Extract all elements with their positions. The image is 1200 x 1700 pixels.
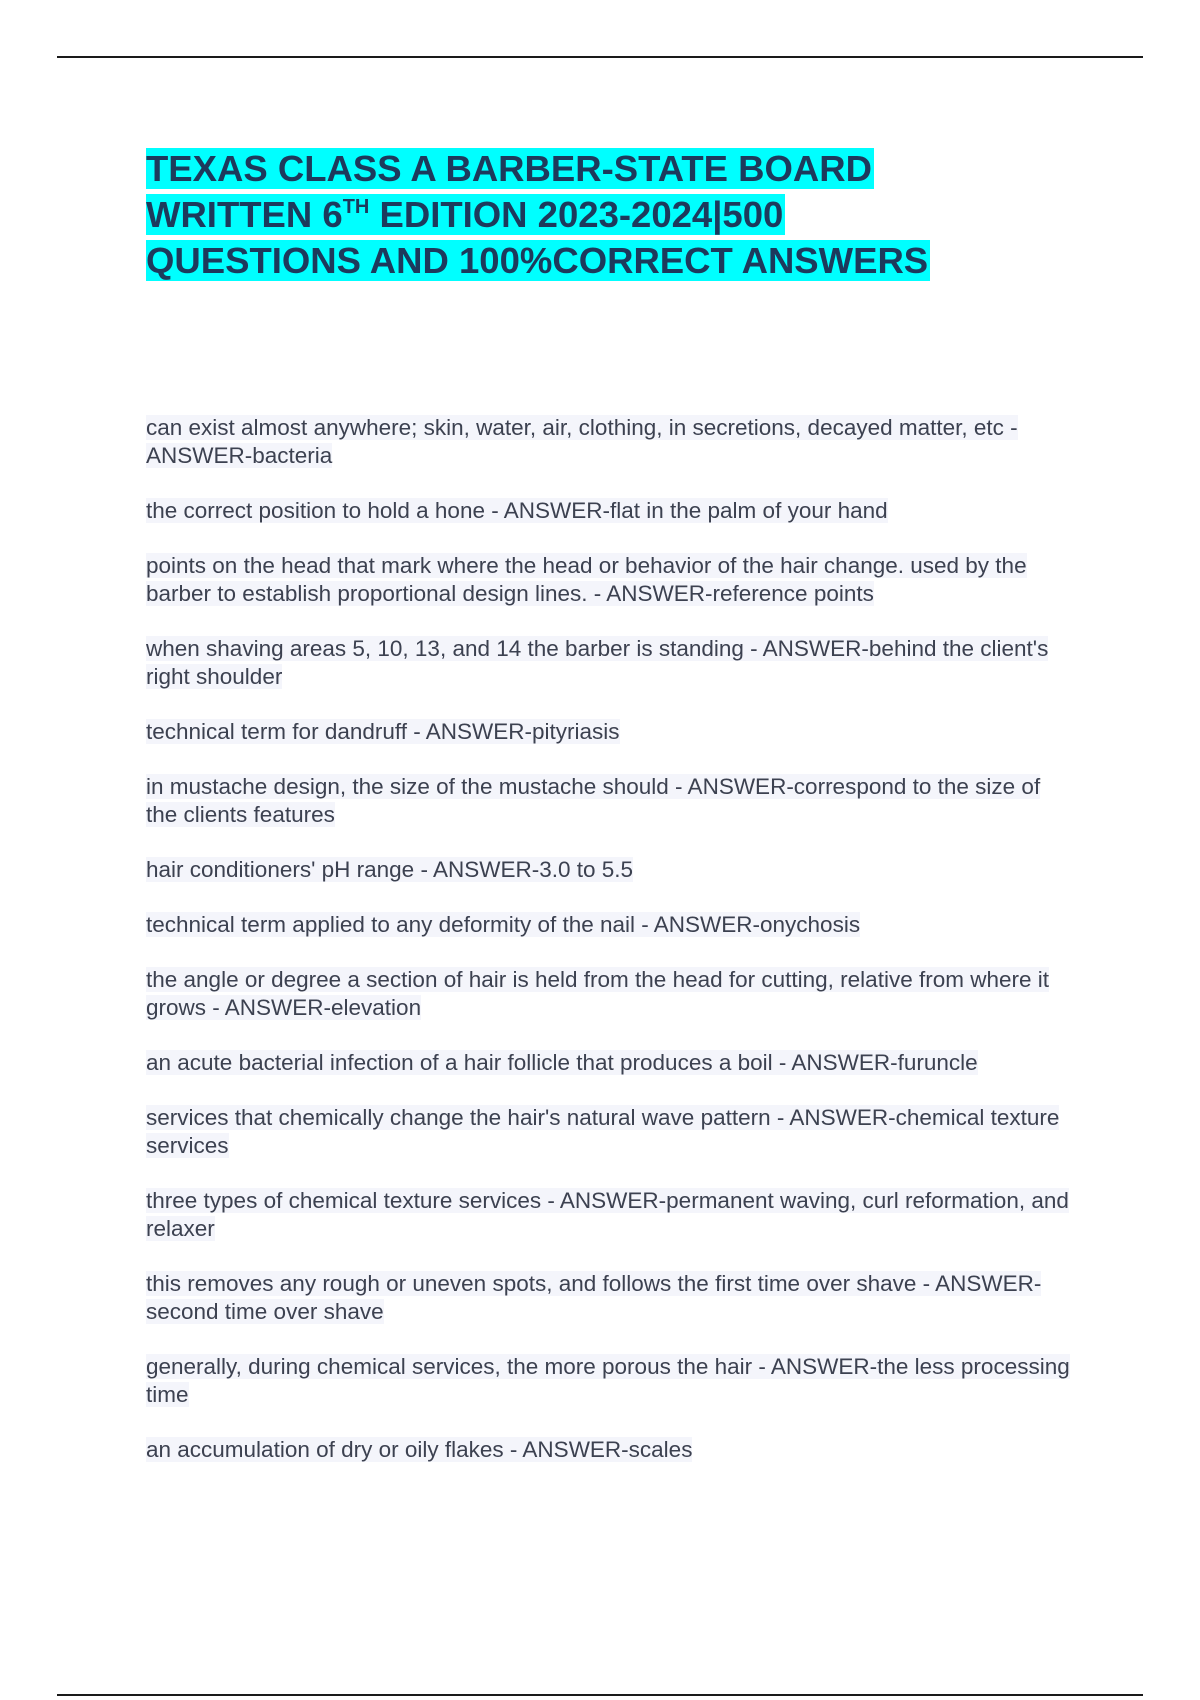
- qa-item: [146, 1270, 1076, 1326]
- title-superscript: TH: [342, 196, 370, 218]
- question-answer-list: [146, 414, 1076, 1491]
- qa-item-text: points on the head that mark where the head or behavior of the hair change. used by the barber to establish proportional design lines. - ANSWER-reference points: [146, 553, 1027, 606]
- title-line-2: [146, 194, 785, 235]
- qa-item-text: hair conditioners' pH range - ANSWER-3.0 to 5.5: [146, 857, 634, 882]
- qa-item-text: can exist almost anywhere; skin, water, air, clothing, in secretions, decayed matter, etc - ANSWER-bacteria: [146, 415, 1018, 468]
- qa-item: [146, 966, 1076, 1022]
- qa-item: [146, 497, 1076, 525]
- title-line-2-start: WRITTEN 6: [146, 194, 343, 235]
- qa-item: [146, 1104, 1076, 1160]
- header-rule: [57, 56, 1143, 58]
- qa-item-text: technical term for dandruff - ANSWER-pityriasis: [146, 719, 620, 744]
- qa-item: [146, 1187, 1076, 1243]
- title-line-1: TEXAS CLASS A BARBER-STATE BOARD: [146, 148, 872, 189]
- qa-item: [146, 1049, 1076, 1077]
- footer-rule: [57, 1694, 1143, 1696]
- document-title: [146, 146, 1076, 284]
- qa-item: [146, 414, 1076, 470]
- qa-item-text: technical term applied to any deformity of the nail - ANSWER-onychosis: [146, 912, 861, 937]
- title-line-2-end: EDITION 2023-2024|500: [369, 194, 784, 235]
- qa-item-text: services that chemically change the hair's natural wave pattern - ANSWER-chemical texture services: [146, 1105, 1060, 1158]
- qa-item: [146, 1436, 1076, 1464]
- qa-item-text: an accumulation of dry or oily flakes - ANSWER-scales: [146, 1437, 693, 1462]
- qa-item: [146, 635, 1076, 691]
- qa-item: [146, 773, 1076, 829]
- qa-item: [146, 856, 1076, 884]
- qa-item-text: an acute bacterial infection of a hair follicle that produces a boil - ANSWER-furuncle: [146, 1050, 978, 1075]
- title-line-3: QUESTIONS AND 100%CORRECT ANSWERS: [146, 240, 929, 281]
- qa-item-text: the correct position to hold a hone - ANSWER-flat in the palm of your hand: [146, 498, 888, 523]
- qa-item-text: in mustache design, the size of the mustache should - ANSWER-correspond to the size of the clients features: [146, 774, 1041, 827]
- qa-item: [146, 911, 1076, 939]
- qa-item-text: the angle or degree a section of hair is held from the head for cutting, relative from where it grows - ANSWER-elevation: [146, 967, 1049, 1020]
- qa-item-text: when shaving areas 5, 10, 13, and 14 the barber is standing - ANSWER-behind the client's right shoulder: [146, 636, 1049, 689]
- qa-item: [146, 718, 1076, 746]
- qa-item-text: generally, during chemical services, the more porous the hair - ANSWER-the less processing time: [146, 1354, 1070, 1407]
- qa-item: [146, 552, 1076, 608]
- qa-item: [146, 1353, 1076, 1409]
- qa-item-text: three types of chemical texture services - ANSWER-permanent waving, curl reformation, and relaxer: [146, 1188, 1069, 1241]
- qa-item-text: this removes any rough or uneven spots, and follows the first time over shave - ANSWER-second time over shave: [146, 1271, 1042, 1324]
